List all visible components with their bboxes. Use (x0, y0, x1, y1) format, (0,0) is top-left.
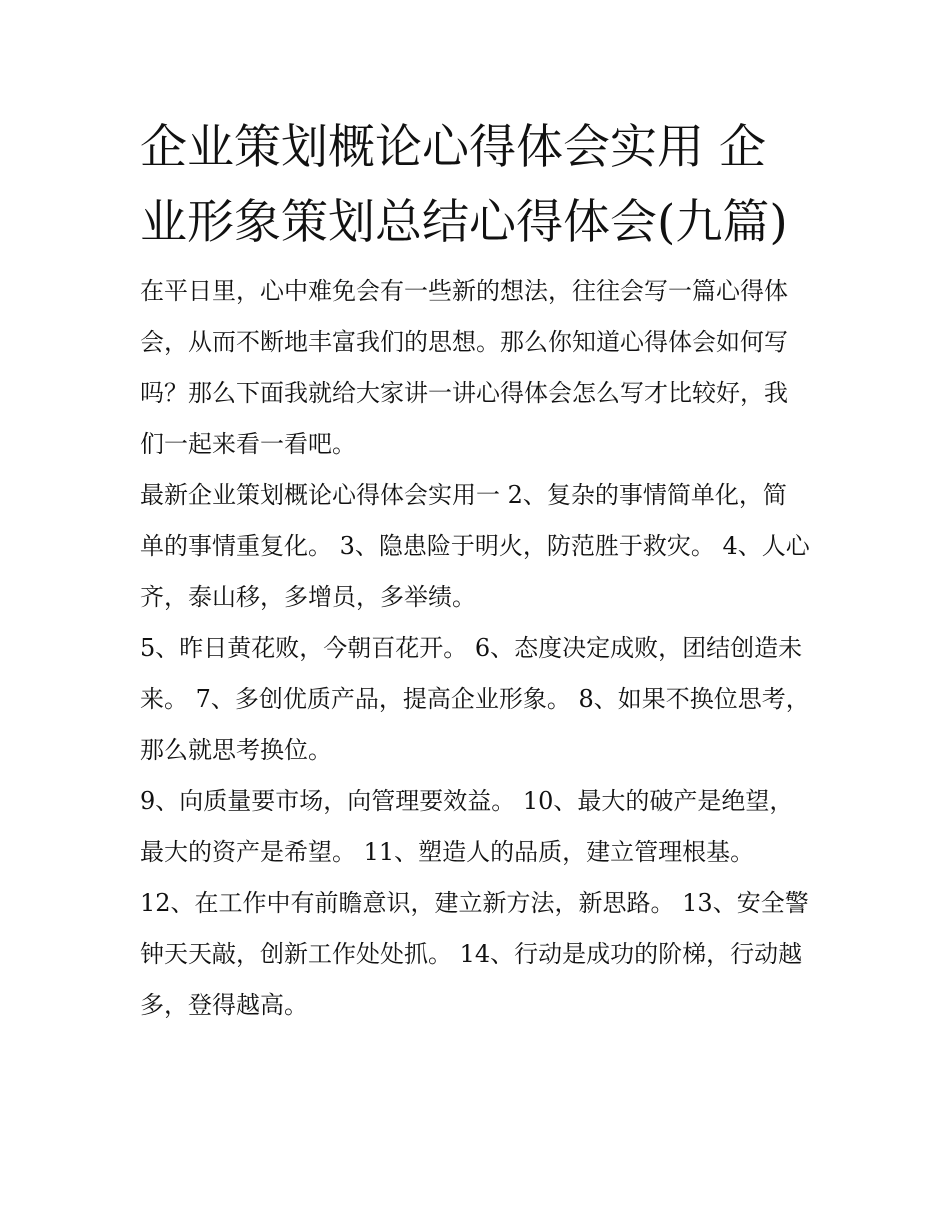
paragraph-3: 9、向质量要市场，向管理要效益。 10、最大的破产是绝望，最大的资产是希望。 11、塑造人的品质，建立管理根基。 (140, 787, 794, 866)
paragraph-4: 12、在工作中有前瞻意识，建立新方法，新思路。 13、安全警钟天天敲，创新工作处处抓。 14、行动是成功的阶梯，行动越多，登得越高。 (140, 889, 809, 1019)
paragraph-2: 5、昨日黄花败，今朝百花开。 6、态度决定成败，团结创造未来。 7、多创优质产品，提高企业形象。 8、如果不换位思考，那么就思考换位。 (140, 634, 810, 764)
paragraph-1: 最新企业策划概论心得体会实用一 2、复杂的事情简单化，简单的事情重复化。 3、隐患险于明火，防范胜于救灾。 4、人心齐，泰山移，多增员，多举绩。 (140, 481, 810, 611)
paragraph-intro: 在平日里，心中难免会有一些新的想法，往往会写一篇心得体会，从而不断地丰富我们的思想。那么你知道心得体会如何写吗？那么下面我就给大家讲一讲心得体会怎么写才比较好，我们一起来看一看吧。 (140, 277, 788, 458)
document-title: 企业策划概论心得体会实用 企业形象策划总结心得体会(九篇) (140, 120, 788, 250)
document-page (140, 110, 810, 1031)
